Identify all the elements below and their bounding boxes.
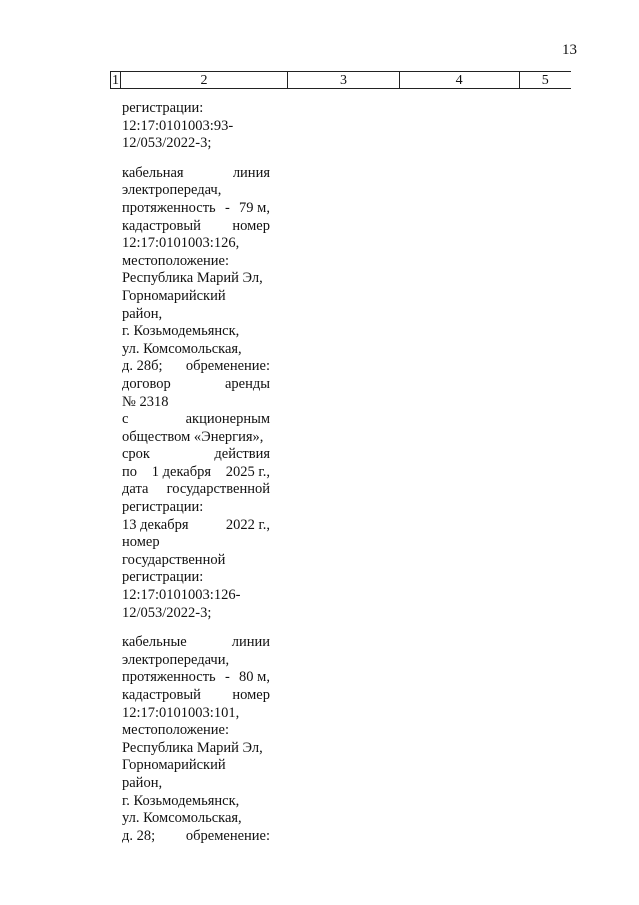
text-line	[122, 687, 270, 705]
text-line: район,	[122, 774, 163, 791]
text-word: договор	[122, 375, 171, 392]
text-line: регистрации:	[122, 100, 204, 116]
page-number: 13	[562, 42, 577, 58]
text-word: -	[224, 199, 230, 216]
column-header-2: 2	[120, 72, 287, 89]
text-line: местоположение:	[122, 722, 229, 739]
text-word: номер	[232, 687, 270, 703]
text-word: д. 28б;	[122, 358, 163, 375]
text-word: обременение:	[185, 358, 270, 375]
text-line: местоположение:	[122, 252, 229, 269]
text-word: кабельные	[122, 634, 187, 651]
column-header-row	[111, 72, 572, 89]
text-word: 2025 г.,	[225, 463, 270, 480]
text-line: номер	[122, 534, 160, 551]
text-word: линии	[231, 634, 270, 651]
text-line	[122, 634, 270, 652]
text-line	[122, 218, 270, 236]
text-word: с	[122, 411, 129, 428]
text-word: кадастровый	[122, 217, 201, 234]
text-word: 79 м,	[239, 199, 270, 216]
text-word: аренды	[224, 375, 270, 392]
text-line: 12/053/2022-3;	[122, 604, 212, 621]
text-line: государственной	[122, 551, 226, 568]
text-word: -	[224, 669, 230, 686]
text-line	[122, 358, 270, 376]
text-word: 1 декабря	[151, 463, 212, 480]
column-2-text	[122, 100, 270, 857]
text-line: ул. Комсомольская,	[122, 810, 242, 827]
text-line	[122, 517, 270, 535]
text-word: срок	[122, 446, 150, 463]
text-word: государственной	[166, 481, 270, 498]
text-line: регистрации:	[122, 499, 204, 516]
text-word: обременение:	[185, 827, 270, 844]
text-line: регистрации:	[122, 569, 204, 586]
text-word: 13 декабря	[122, 516, 189, 533]
text-word: по	[122, 463, 138, 480]
text-word: 80 м,	[239, 669, 270, 686]
text-line: электропередачи,	[122, 651, 230, 668]
text-line: № 2318	[122, 393, 169, 410]
text-word: акционерным	[185, 411, 270, 428]
text-word: кадастровый	[122, 687, 201, 703]
text-line: 12:17:0101003:126-	[122, 587, 241, 604]
text-word: дата	[122, 481, 149, 498]
text-line: обществом «Энергия»,	[122, 428, 264, 445]
text-line	[122, 464, 270, 482]
text-line	[122, 481, 270, 499]
text-line: 12:17:0101003:101,	[122, 704, 240, 721]
text-line: 12:17:0101003:126,	[122, 235, 240, 252]
text-word: номер	[232, 217, 270, 234]
text-word: 2022 г.,	[225, 516, 270, 533]
text-line: электропередач,	[122, 182, 222, 199]
text-word: д. 28;	[122, 827, 156, 844]
text-line	[122, 446, 270, 464]
text-word: протяженность	[122, 199, 216, 216]
text-line: г. Козьмодемьянск,	[122, 323, 240, 340]
text-line	[122, 376, 270, 394]
text-line: Республика Марий Эл,	[122, 739, 263, 756]
text-word: кабельная	[122, 164, 184, 181]
text-word: действия	[214, 446, 270, 463]
text-line: Горномарийский	[122, 757, 226, 774]
text-line	[122, 165, 270, 183]
text-line: район,	[122, 305, 163, 322]
text-line: ул. Комсомольская,	[122, 340, 242, 357]
text-line: г. Козьмодемьянск,	[122, 792, 240, 809]
text-word: линия	[232, 164, 270, 181]
column-header-4: 4	[399, 72, 519, 89]
text-line	[122, 828, 270, 846]
text-line: 12:17:0101003:93-	[122, 117, 234, 134]
text-paragraph	[122, 165, 270, 622]
text-paragraph	[122, 100, 270, 153]
text-line: Республика Марий Эл,	[122, 270, 263, 287]
column-header-5: 5	[519, 72, 571, 89]
text-line	[122, 411, 270, 429]
text-paragraph	[122, 634, 270, 845]
column-header-table	[110, 71, 571, 89]
text-line	[122, 200, 270, 218]
text-line: 12/053/2022-3;	[122, 135, 212, 152]
text-line	[122, 669, 270, 687]
column-header-3: 3	[288, 72, 400, 89]
text-word: протяженность	[122, 669, 216, 686]
column-header-1: 1	[111, 73, 119, 88]
text-line: Горномарийский	[122, 287, 226, 304]
